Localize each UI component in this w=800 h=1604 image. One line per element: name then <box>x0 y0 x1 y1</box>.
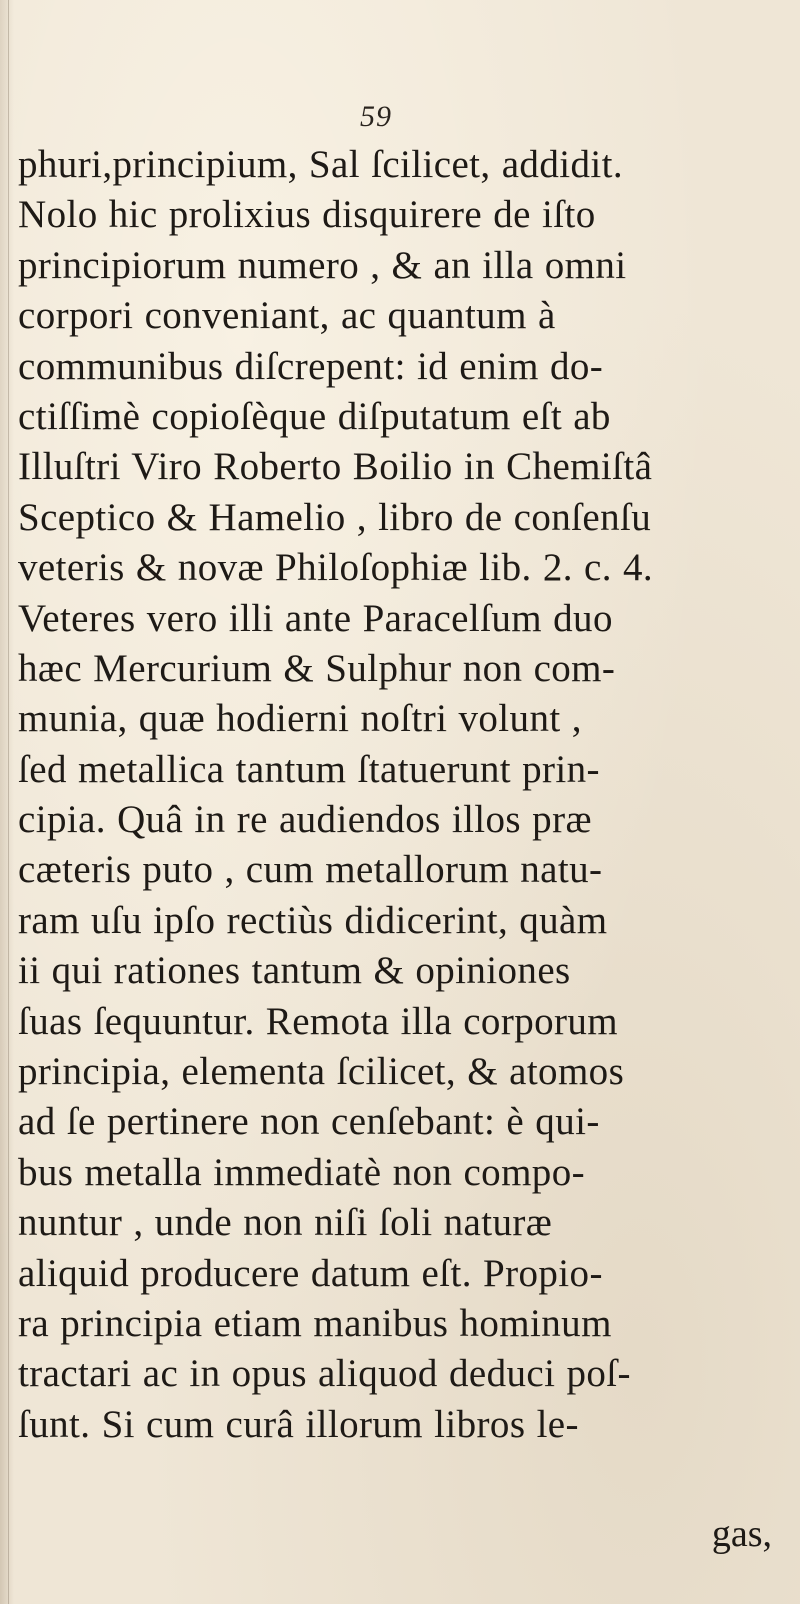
page-gutter-edge <box>8 0 9 1604</box>
text-line: ſed metallica tantum ſtatuerunt prin- <box>18 747 600 791</box>
text-line: tractari ac in opus aliquod deduci poſ- <box>18 1352 631 1396</box>
text-line: ra principia etiam manibus hominum <box>18 1301 612 1345</box>
text-line: phuri,principium, Sal ſcilicet, addidit. <box>18 143 623 186</box>
text-line: Illuſtri Viro Roberto Boilio in Chemiſtâ <box>18 445 653 489</box>
text-line: aliquid producere datum eſt. Propio- <box>18 1251 603 1295</box>
body-text <box>18 140 788 1450</box>
text-line: ad ſe pertinere non cenſebant: è qui- <box>18 1100 600 1144</box>
text-line: ii qui rationes tantum & opiniones <box>18 949 571 993</box>
text-line: principiorum numero , & an illa omni <box>18 243 627 287</box>
text-line: Veteres vero illi ante Paracelſum duo <box>18 596 613 640</box>
page-number: 59 <box>360 100 392 133</box>
catchword: gas, <box>711 1513 772 1555</box>
text-line: cipia. Quâ in re audiendos illos præ <box>18 798 592 842</box>
text-line: ſunt. Si cum curâ illorum libros le- <box>18 1402 579 1446</box>
text-line: corpori conveniant, ac quantum à <box>18 294 556 338</box>
text-line: bus metalla immediatè non compo- <box>18 1150 585 1194</box>
text-line: principia, elementa ſcilicet, & atomos <box>18 1050 625 1094</box>
text-line: communibus diſcrepent: id enim do- <box>18 344 604 388</box>
text-line: Nolo hic prolixius disquirere de iſto <box>18 193 596 237</box>
text-line: ſuas ſequuntur. Remota illa corporum <box>18 999 619 1043</box>
text-line: cæteris puto , cum metallorum natu- <box>18 848 603 892</box>
text-line: hæc Mercurium & Sulphur non com- <box>18 646 616 690</box>
text-line: ram uſu ipſo rectiùs didicerint, quàm <box>18 898 608 942</box>
text-line: Sceptico & Hamelio , libro de conſenſu <box>18 495 652 539</box>
text-line: munia, quæ hodierni noſtri volunt , <box>18 697 582 741</box>
text-line: nuntur , unde non niſi ſoli naturæ <box>18 1201 553 1245</box>
text-line: veteris & novæ Philoſophiæ lib. 2. c. 4. <box>18 546 654 590</box>
text-line: ctiſſimè copioſèque diſputatum eſt ab <box>18 394 611 438</box>
